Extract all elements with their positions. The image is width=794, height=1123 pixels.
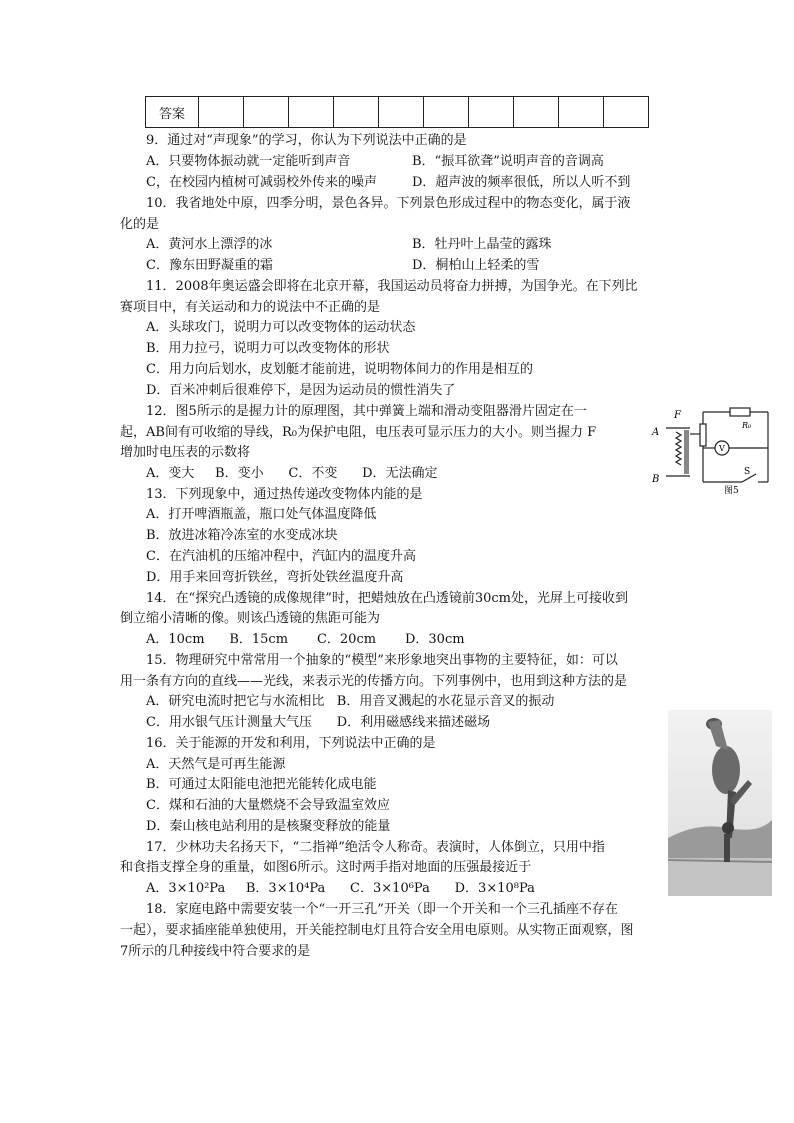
answer-cell[interactable] <box>604 97 649 128</box>
q10-stem-cont: 化的是 <box>120 217 160 232</box>
q13-stem: 13．下列现象中，通过热传递改变物体内能的是 <box>146 487 423 502</box>
q12-options: A．变大 B．变小 C．不变 D．无法确定 <box>146 466 438 481</box>
q17-stem-cont: 和食指支撑全身的重量，如图6所示。这时两手指对地面的压强最接近于 <box>120 860 532 875</box>
q13-option-d: D．用手来回弯折铁丝，弯折处铁丝温度升高 <box>146 570 404 585</box>
q13-option-b: B．放进冰箱冷冻室的水变成冰块 <box>146 528 338 543</box>
q10-option-d: D．桐柏山上轻柔的雪 <box>412 258 540 273</box>
q13-option-c: C．在汽油机的压缩冲程中，汽缸内的温度升高 <box>146 549 416 564</box>
q11-option-c: C．用力向后划水，皮划艇才能前进，说明物体间力的作用是相互的 <box>146 362 533 377</box>
q16-option-b: B．可通过太阳能电池把光能转化成电能 <box>146 777 377 792</box>
q11-option-b: B．用力拉弓，说明力可以改变物体的形状 <box>146 341 390 356</box>
q15-options-ab: A．研究电流时把它与水流相比 B．用音叉溅起的水花显示音叉的振动 <box>146 694 555 709</box>
fig5-label-r0: R₀ <box>742 421 752 430</box>
fig5-caption: 图5 <box>724 486 739 494</box>
q11-option-a: A．头球攻门，说明力可以改变物体的运动状态 <box>146 320 416 335</box>
q16-option-a: A．天然气是可再生能源 <box>146 757 286 772</box>
q15-stem-cont: 用一条有方向的直线——光线，来表示光的传播方向。下列事例中，也用到这种方法的是 <box>120 674 628 689</box>
figure-5-circuit <box>646 404 776 494</box>
answer-label: 答案 <box>146 97 199 128</box>
q17-stem: 17．少林功夫名扬天下，“二指禅”绝活令人称奇。表演时，人体倒立，只用中指 <box>146 840 605 855</box>
answer-cell[interactable] <box>379 97 424 128</box>
q16-option-d: D．秦山核电站利用的是核聚变释放的能量 <box>146 819 391 834</box>
answer-cell[interactable] <box>334 97 379 128</box>
fig5-label-a: A <box>652 427 660 438</box>
q17-options: A．3×10²Pa B．3×10⁴Pa C．3×10⁶Pa D．3×10⁸Pa <box>146 881 535 896</box>
q11-stem: 11．2008年奥运盛会即将在北京开幕，我国运动员将奋力拼搏，为国争光。在下列比 <box>146 279 638 294</box>
q9-option-d: D．超声波的频率很低，所以人听不到 <box>412 175 631 190</box>
answer-cell[interactable] <box>469 97 514 128</box>
q18-stem-cont: 一起），要求插座能单独使用，开关能控制电灯且符合安全用电原则。从实物正面观察，图 <box>120 923 634 938</box>
q9-stem: 9．通过对“声现象”的学习，你认为下列说法中正确的是 <box>146 133 467 148</box>
q12-stem: 12．图5所示的是握力计的原理图，其中弹簧上端和滑动变阻器滑片固定在一 <box>146 404 587 419</box>
fig5-label-s: S <box>744 467 751 477</box>
q14-options: A．10cm B．15cm C．20cm D．30cm <box>146 632 465 647</box>
q9-option-c: C，在校园内植树可减弱校外传来的噪声 <box>146 175 377 190</box>
q16-stem: 16．关于能源的开发和利用，下列说法中正确的是 <box>146 736 436 751</box>
q14-stem: 14．在“探究凸透镜的成像规律”时，把蜡烛放在凸透镜前30cm处，光屏上可接收到 <box>146 591 628 606</box>
answer-cell[interactable] <box>244 97 289 128</box>
q12-stem-cont2: 增加时电压表的示数将 <box>120 445 251 460</box>
q15-options-cd: C．用水银气压计测量大气压 D．利用磁感线来描述磁场 <box>146 715 491 730</box>
fig5-label-v: V <box>719 444 725 453</box>
answer-cell[interactable] <box>424 97 469 128</box>
q10-stem: 10．我省地处中原，四季分明，景色各异。下列景色形成过程中的物态变化，属于液 <box>146 196 631 211</box>
figure-6-photo <box>668 710 772 896</box>
q12-stem-cont: 起，AB间有可收缩的导线，R₀为保护电阻，电压表可显示压力的大小。则当握力 F <box>120 425 597 440</box>
q16-option-c: C．煤和石油的大量燃烧不会导致温室效应 <box>146 798 390 813</box>
fig5-label-b: B <box>652 474 660 485</box>
fig5-label-f: F <box>674 410 681 421</box>
q18-stem: 18．家庭电路中需要安装一个“一开三孔”开关（即一个开关和一个三孔插座不存在 <box>146 902 618 917</box>
q11-option-d: D．百米冲刺后很难停下，是因为运动员的惯性消失了 <box>146 383 456 398</box>
answer-cell[interactable] <box>289 97 334 128</box>
answer-cell[interactable] <box>514 97 559 128</box>
q10-option-a: A．黄河水上漂浮的冰 <box>146 237 273 252</box>
answer-cell[interactable] <box>559 97 604 128</box>
q15-stem: 15．物理研究中常常用一个抽象的“模型”来形象地突出事物的主要特征，如：可以 <box>146 653 618 668</box>
q13-option-a: A．打开啤酒瓶盖，瓶口处气体温度降低 <box>146 507 377 522</box>
answer-table <box>145 96 649 128</box>
q10-option-b: B．牡丹叶上晶莹的露珠 <box>412 237 552 252</box>
q9-option-a: A．只要物体振动就一定能听到声音 <box>146 154 351 169</box>
answer-cell[interactable] <box>199 97 244 128</box>
q14-stem-cont: 倒立缩小清晰的像。则该凸透镜的焦距可能为 <box>120 611 381 626</box>
q10-option-c: C．豫东田野凝重的霜 <box>146 258 273 273</box>
q18-stem-cont2: 7所示的几种接线中符合要求的是 <box>120 944 311 959</box>
q11-stem-cont: 赛项目中，有关运动和力的说法中不正确的是 <box>120 300 381 315</box>
q9-option-b: B．“振耳欲聋”说明声音的音调高 <box>412 154 604 169</box>
